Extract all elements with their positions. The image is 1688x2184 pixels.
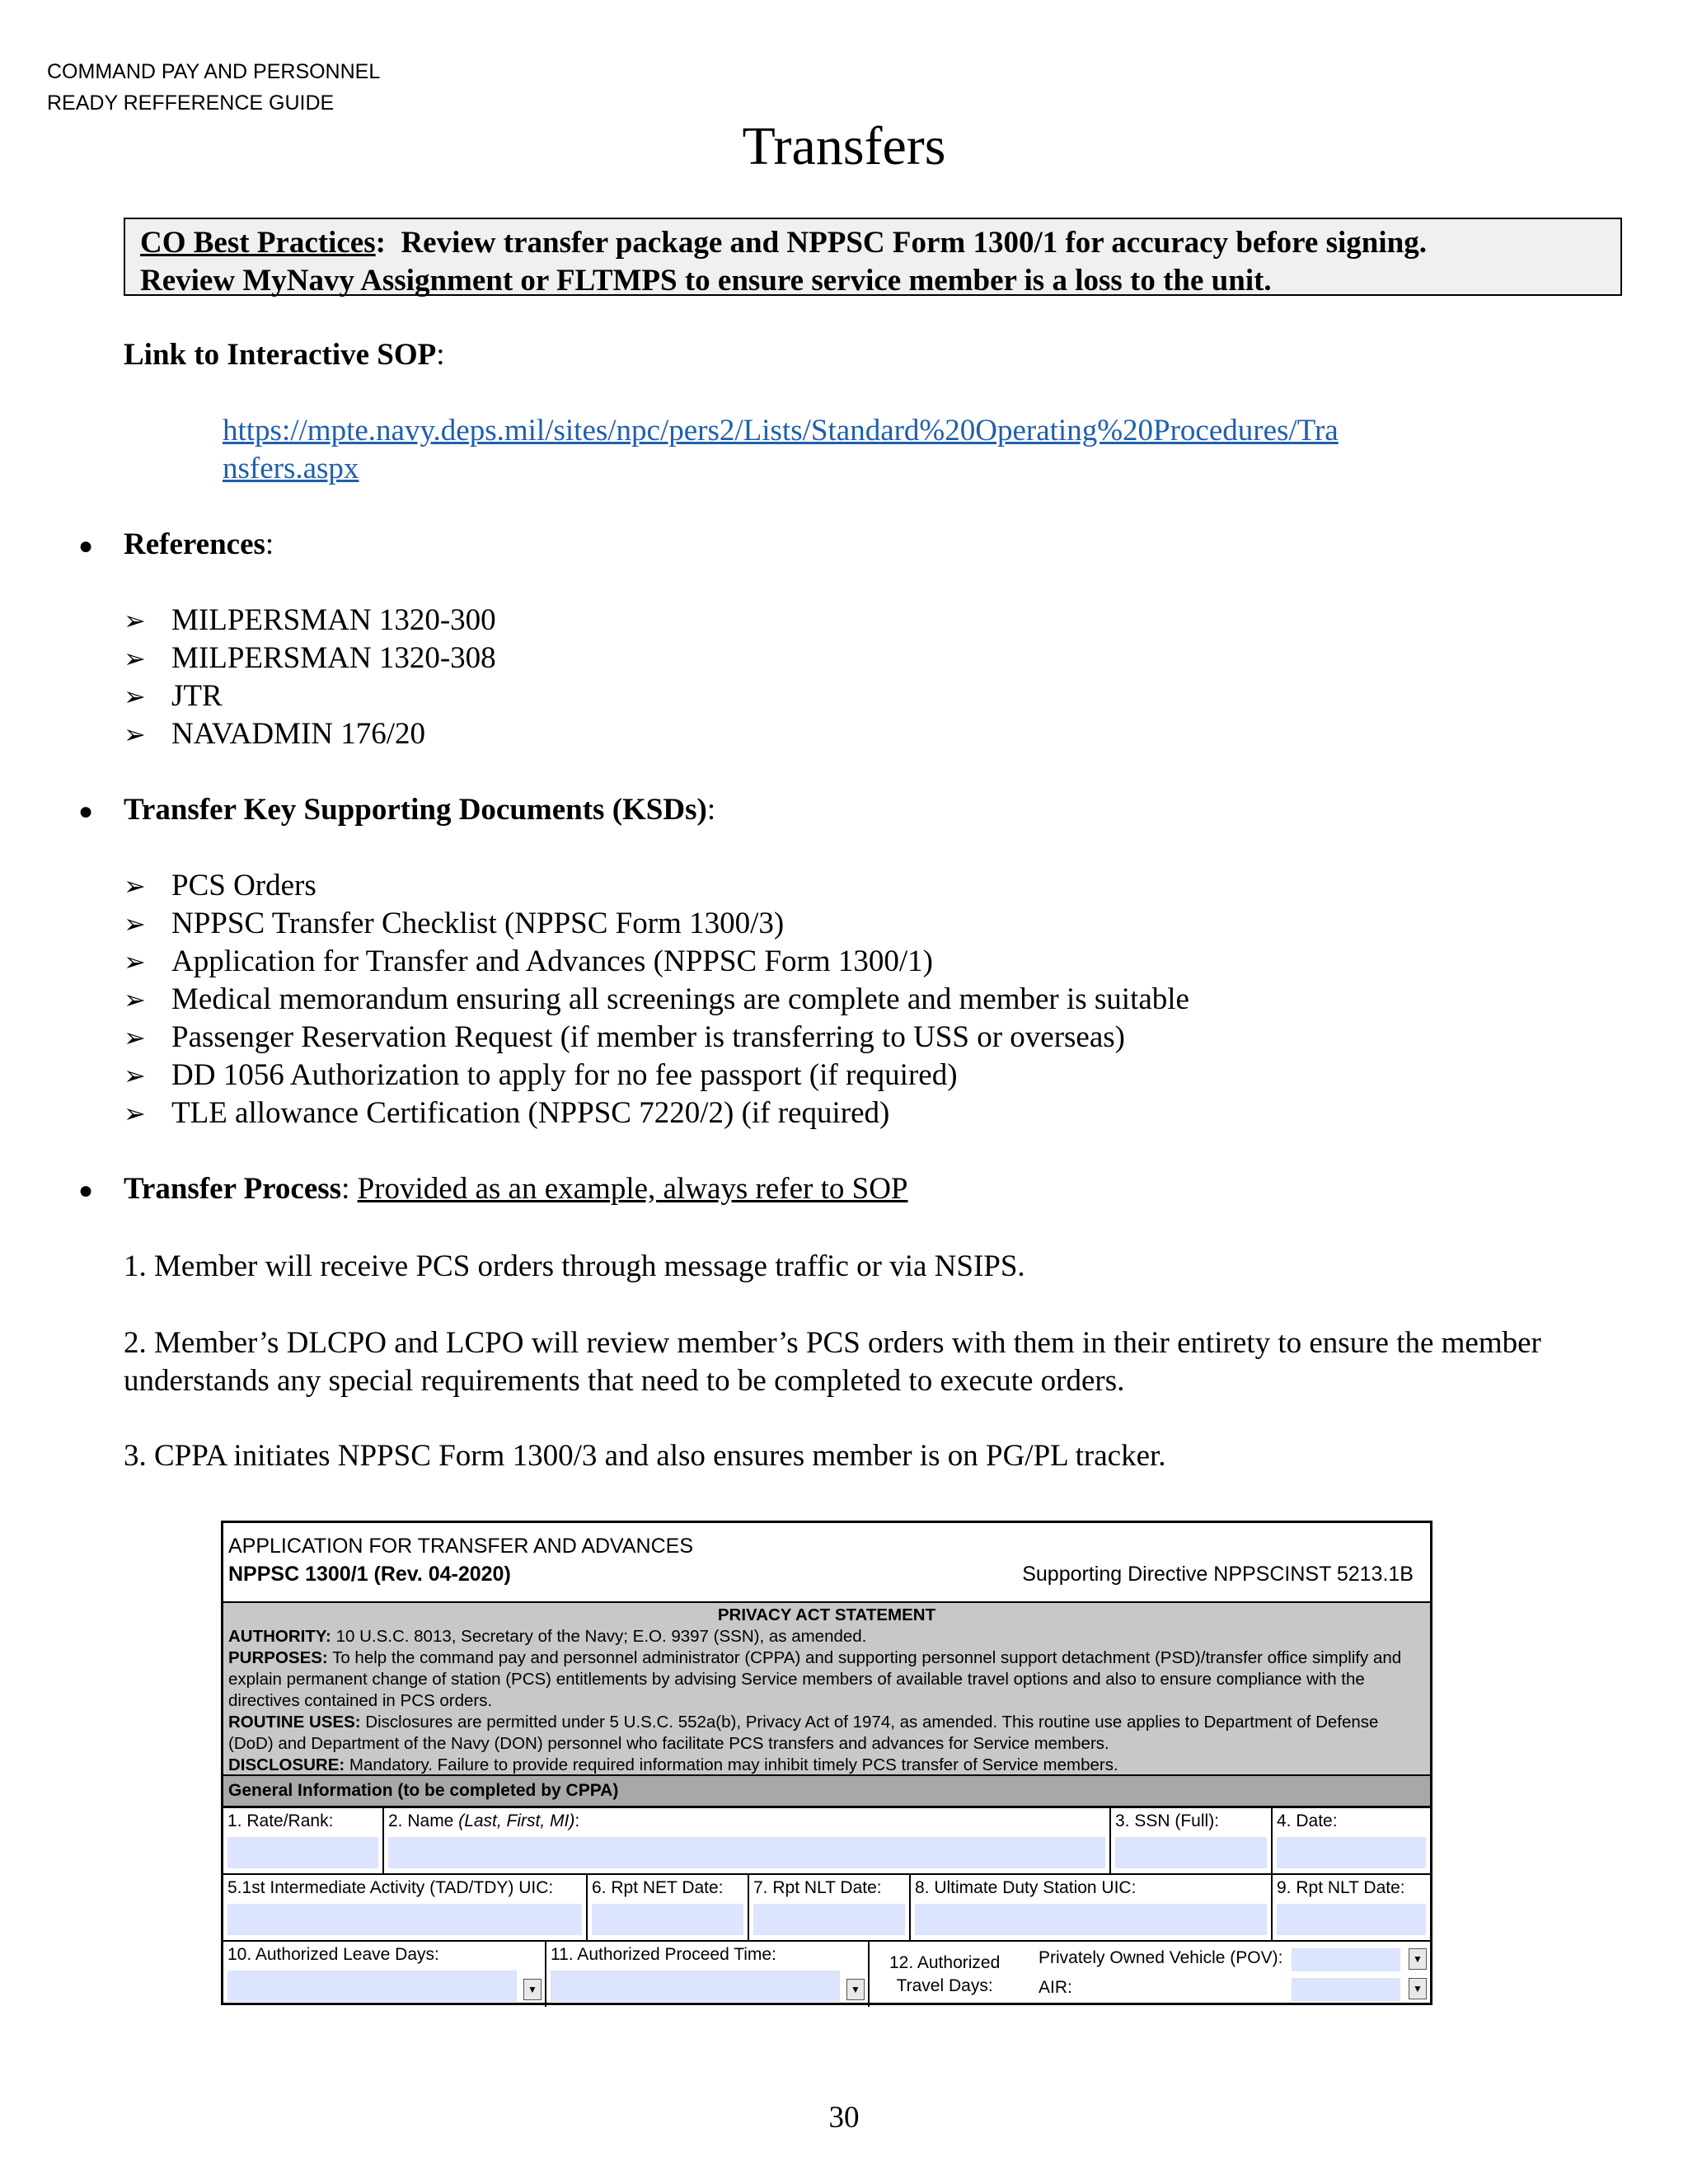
intermediate-activity-input[interactable] xyxy=(227,1904,582,1935)
list-item xyxy=(124,943,1189,981)
travel-days-label-1: 12. Authorized xyxy=(889,1953,1001,1972)
list-item-text: TLE allowance Certification (NPPSC 7220/2) (if required) xyxy=(171,1096,890,1130)
rate-rank-cell xyxy=(223,1808,384,1873)
ultimate-duty-station-cell xyxy=(911,1875,1273,1940)
list-item-text: Application for Transfer and Advances (NPPSC Form 1300/1) xyxy=(171,944,933,978)
process-colon: : xyxy=(341,1172,358,1206)
form-header xyxy=(223,1523,1430,1603)
dropdown-arrow-icon[interactable]: ▼ xyxy=(1409,1978,1427,1999)
date-input[interactable] xyxy=(1277,1837,1426,1868)
rpt-net-date-cell xyxy=(588,1875,749,1940)
process-step-3: 3. CPPA initiates NPPSC Form 1300/3 and also ensures member is on PG/PL tracker. xyxy=(124,1439,1166,1473)
leave-days-select[interactable] xyxy=(227,1971,517,2002)
ksds-label: Transfer Key Supporting Documents (KSDs) xyxy=(124,793,707,827)
rate-rank-label: 1. Rate/Rank: xyxy=(227,1811,334,1830)
arrow-bullet-icon: ➢ xyxy=(124,1061,146,1090)
arrow-bullet-icon: ➢ xyxy=(124,871,146,901)
dropdown-arrow-icon[interactable]: ▼ xyxy=(846,1979,865,2000)
arrow-bullet-icon: ➢ xyxy=(124,644,146,673)
callout-line-1: Review transfer package and NPPSC Form 1300/1 for accuracy before signing. xyxy=(385,226,1427,260)
form-number: NPPSC 1300/1 (Rev. 04-2020) xyxy=(228,1563,511,1586)
process-heading xyxy=(78,1170,908,1210)
dropdown-arrow-icon[interactable]: ▼ xyxy=(523,1979,542,2000)
routine-text: Disclosures are permitted under 5 U.S.C. 552a(b), Privacy Act of 1974, as amended. This routine use applies to Department of Defense (DoD) and Department of the Navy (DON) personnel who facilitate PCS transfers and advances for Service members. xyxy=(228,1713,1379,1753)
ksds-colon: : xyxy=(706,793,716,827)
list-item xyxy=(124,905,1189,943)
rpt-nlt-date-2-label: 9. Rpt NLT Date: xyxy=(1277,1878,1405,1897)
arrow-bullet-icon: ➢ xyxy=(124,606,146,635)
references-colon: : xyxy=(265,527,274,561)
list-item xyxy=(124,981,1189,1019)
dropdown-arrow-icon[interactable]: ▼ xyxy=(1409,1948,1427,1970)
references-heading xyxy=(78,526,274,565)
purposes-label: PURPOSES: xyxy=(228,1648,328,1667)
references-label: References xyxy=(124,527,265,561)
date-cell xyxy=(1273,1808,1430,1873)
form-title: APPLICATION FOR TRANSFER AND ADVANCES xyxy=(228,1535,694,1558)
rate-rank-input[interactable] xyxy=(227,1837,378,1868)
date-label: 4. Date: xyxy=(1277,1811,1338,1830)
general-info-heading: General Information (to be completed by CPPA) xyxy=(223,1776,1430,1808)
rpt-nlt-date-cell xyxy=(749,1875,911,1940)
arrow-bullet-icon: ➢ xyxy=(124,719,146,749)
header-line-2: READY REFFERENCE GUIDE xyxy=(47,91,335,115)
pov-label: Privately Owned Vehicle (POV): xyxy=(1039,1948,1283,1967)
privacy-act-statement xyxy=(223,1603,1430,1776)
authority-text: 10 U.S.C. 8013, Secretary of the Navy; E.O. 9397 (SSN), as amended. xyxy=(331,1627,867,1646)
ksds-list xyxy=(124,867,1189,1132)
privacy-routine-uses xyxy=(228,1712,1425,1755)
bullet-icon: ● xyxy=(78,798,94,825)
ssn-cell xyxy=(1111,1808,1273,1873)
list-item-text: MILPERSMAN 1320-300 xyxy=(171,603,496,637)
list-item xyxy=(124,867,1189,905)
list-item-text: Passenger Reservation Request (if member is transferring to USS or overseas) xyxy=(171,1020,1125,1054)
process-note: Provided as an example, always refer to SOP xyxy=(357,1172,908,1206)
list-item xyxy=(124,602,496,640)
sop-link-line-2[interactable]: nsfers.aspx xyxy=(223,452,359,485)
list-item xyxy=(124,640,496,677)
form-row-1 xyxy=(223,1808,1430,1875)
page-number: 30 xyxy=(828,2101,860,2135)
arrow-bullet-icon: ➢ xyxy=(124,1023,146,1052)
arrow-bullet-icon: ➢ xyxy=(124,947,146,977)
privacy-purposes xyxy=(228,1647,1425,1712)
travel-days-label-2: Travel Days: xyxy=(896,1976,993,1995)
ssn-label: 3. SSN (Full): xyxy=(1115,1811,1220,1830)
travel-days-label xyxy=(889,1952,1000,1998)
name-label xyxy=(388,1810,1105,1833)
page-title: Transfers xyxy=(742,116,946,176)
disclosure-label: DISCLOSURE: xyxy=(228,1755,345,1774)
sop-label xyxy=(124,336,445,374)
callout-sep: : xyxy=(375,226,386,260)
ksds-heading xyxy=(78,791,715,831)
list-item xyxy=(124,1057,1189,1094)
sop-label-text: Link to Interactive SOP xyxy=(124,338,437,372)
air-select[interactable] xyxy=(1292,1978,1400,2001)
sop-link[interactable] xyxy=(223,412,1508,488)
travel-days-cell xyxy=(870,1942,1430,2007)
callout-label: CO Best Practices xyxy=(140,226,376,260)
ultimate-duty-station-input[interactable] xyxy=(915,1904,1267,1935)
proceed-time-label: 11. Authorized Proceed Time: xyxy=(551,1945,776,1964)
process-step-1: 1. Member will receive PCS orders through message traffic or via NSIPS. xyxy=(124,1249,1025,1283)
ssn-input[interactable] xyxy=(1115,1837,1267,1868)
arrow-bullet-icon: ➢ xyxy=(124,1099,146,1128)
document-header xyxy=(47,56,380,119)
list-item xyxy=(124,1094,1189,1132)
process-step-2: 2. Member’s DLCPO and LCPO will review member’s PCS orders with them in their entirety to ensure the member understands any special requirements that need to be completed to execute orders. xyxy=(124,1326,1541,1398)
sop-colon: : xyxy=(436,338,445,372)
list-item xyxy=(124,715,496,753)
list-item xyxy=(124,1019,1189,1057)
list-item-text: NAVADMIN 176/20 xyxy=(171,717,426,751)
name-label-text: 2. Name xyxy=(388,1811,459,1830)
proceed-time-select[interactable] xyxy=(551,1971,840,2002)
name-input[interactable] xyxy=(388,1837,1105,1868)
header-line-1: COMMAND PAY AND PERSONNEL xyxy=(47,60,381,83)
arrow-bullet-icon: ➢ xyxy=(124,909,146,939)
authority-label: AUTHORITY: xyxy=(228,1627,331,1646)
rpt-nlt-date-label: 7. Rpt NLT Date: xyxy=(753,1878,882,1897)
name-label-italic: (Last, First, MI) xyxy=(458,1811,575,1830)
intermediate-activity-label: 5.1st Intermediate Activity (TAD/TDY) UIC: xyxy=(227,1878,554,1897)
form-row-2 xyxy=(223,1875,1430,1942)
air-label: AIR: xyxy=(1039,1978,1072,1997)
list-item-text: MILPERSMAN 1320-308 xyxy=(171,641,496,675)
list-item xyxy=(124,677,496,715)
co-best-practices-box xyxy=(124,218,1622,296)
list-item-text: PCS Orders xyxy=(171,869,316,902)
privacy-authority xyxy=(228,1626,1425,1647)
list-item-text: NPPSC Transfer Checklist (NPPSC Form 1300/3) xyxy=(171,907,785,940)
leave-days-cell xyxy=(223,1942,546,2007)
routine-label: ROUTINE USES: xyxy=(228,1713,361,1732)
list-item-text: DD 1056 Authorization to apply for no fee passport (if required) xyxy=(171,1058,958,1092)
nppsc-1300-1-form xyxy=(221,1521,1432,2005)
rpt-nlt-date-input[interactable] xyxy=(753,1904,905,1935)
list-item-text: Medical memorandum ensuring all screenings are complete and member is suitable xyxy=(171,982,1189,1016)
intermediate-activity-cell xyxy=(223,1875,588,1940)
leave-days-label: 10. Authorized Leave Days: xyxy=(227,1945,439,1964)
privacy-heading: PRIVACY ACT STATEMENT xyxy=(717,1605,936,1624)
name-cell xyxy=(384,1808,1111,1873)
list-item-text: JTR xyxy=(171,679,223,713)
privacy-disclosure xyxy=(228,1755,1425,1776)
proceed-time-cell xyxy=(546,1942,870,2007)
rpt-net-date-label: 6. Rpt NET Date: xyxy=(592,1878,724,1897)
arrow-bullet-icon: ➢ xyxy=(124,682,146,711)
form-directive: Supporting Directive NPPSCINST 5213.1B xyxy=(1022,1563,1414,1586)
rpt-nlt-date-2-input[interactable] xyxy=(1277,1904,1426,1935)
references-list xyxy=(124,602,496,753)
callout-line-2: Review MyNavy Assignment or FLTMPS to ensure service member is a loss to the unit. xyxy=(140,264,1272,298)
arrow-bullet-icon: ➢ xyxy=(124,985,146,1015)
bullet-icon: ● xyxy=(78,532,94,560)
disclosure-text: Mandatory. Failure to provide required information may inhibit timely PCS transfer of Service members. xyxy=(345,1755,1118,1774)
pov-select[interactable] xyxy=(1292,1948,1400,1971)
bullet-icon: ● xyxy=(78,1177,94,1204)
sop-link-line-1[interactable]: https://mpte.navy.deps.mil/sites/npc/pers2/Lists/Standard%20Operating%20Procedures/Tra xyxy=(223,414,1339,448)
ultimate-duty-station-label: 8. Ultimate Duty Station UIC: xyxy=(915,1878,1137,1897)
purposes-text: To help the command pay and personnel administrator (CPPA) and supporting personnel support detachment (PSD)/transfer office simplify and explain permanent change of station (PCS) entitlements by advising Service members of available travel options and also to ensure compliance with the directives contained in PCS orders. xyxy=(228,1648,1402,1710)
process-label: Transfer Process xyxy=(124,1172,342,1206)
rpt-net-date-input[interactable] xyxy=(592,1904,743,1935)
name-label-colon: : xyxy=(574,1811,580,1830)
form-row-3 xyxy=(223,1942,1430,2007)
rpt-nlt-date-2-cell xyxy=(1273,1875,1430,1940)
